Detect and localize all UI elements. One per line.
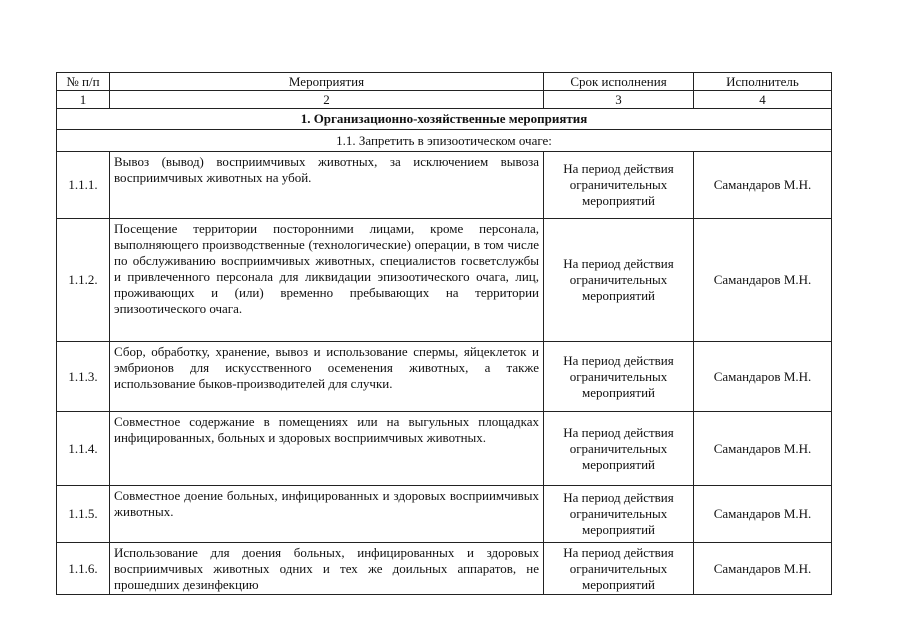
index-cell: 4 [694, 91, 832, 109]
row-activity: Совместное доение больных, инфицированных и здоровых восприимчивых животных. [110, 486, 544, 543]
row-activity: Совместное содержание в помещениях или на выгульных площадках инфицированных, больных и здоровых восприимчивых животных. [110, 412, 544, 486]
table-row [57, 543, 832, 595]
row-executor: Самандаров М.Н. [694, 152, 832, 219]
table-row [57, 486, 832, 543]
row-activity: Сбор, обработку, хранение, вывоз и использование спермы, яйцеклеток и эмбрионов для искусственного осеменения животных, а также использование быков-производителей для случки. [110, 342, 544, 412]
row-executor: Самандаров М.Н. [694, 543, 832, 595]
table-header-row [57, 73, 832, 91]
header-executor: Исполнитель [694, 73, 832, 91]
row-activity: Вывоз (вывод) восприимчивых животных, за исключением вывоза восприимчивых животных на убой. [110, 152, 544, 219]
table-row [57, 342, 832, 412]
row-number: 1.1.6. [57, 543, 110, 595]
section-row [57, 109, 832, 130]
header-term: Срок исполнения [544, 73, 694, 91]
row-term: На период действия ограничительных мероприятий [544, 543, 694, 595]
row-executor: Самандаров М.Н. [694, 486, 832, 543]
subsection-title: 1.1. Запретить в эпизоотическом очаге: [57, 130, 832, 152]
table-row [57, 152, 832, 219]
row-executor: Самандаров М.Н. [694, 412, 832, 486]
table-row [57, 412, 832, 486]
row-number: 1.1.3. [57, 342, 110, 412]
index-cell: 2 [110, 91, 544, 109]
row-number: 1.1.2. [57, 219, 110, 342]
row-term: На период действия ограничительных мероприятий [544, 486, 694, 543]
row-executor: Самандаров М.Н. [694, 219, 832, 342]
row-executor: Самандаров М.Н. [694, 342, 832, 412]
row-term: На период действия ограничительных мероприятий [544, 342, 694, 412]
header-num: № п/п [57, 73, 110, 91]
index-cell: 3 [544, 91, 694, 109]
row-number: 1.1.5. [57, 486, 110, 543]
row-number: 1.1.4. [57, 412, 110, 486]
index-cell: 1 [57, 91, 110, 109]
subsection-row [57, 130, 832, 152]
row-number: 1.1.1. [57, 152, 110, 219]
header-activity: Мероприятия [110, 73, 544, 91]
column-index-row [57, 91, 832, 109]
row-activity: Использование для доения больных, инфицированных и здоровых восприимчивых животных одних и тех же доильных аппаратов, не прошедших дезинфекцию [110, 543, 544, 595]
row-activity: Посещение территории посторонними лицами, кроме персонала, выполняющего производственные (технологические) операции, в том числе по обслуживанию восприимчивых животных, специалистов госветслужбы и привлеченного персонала для ликвидации эпизоотического очага, лиц, проживающих и (или) временно пребывающих на территории эпизоотического очага. [110, 219, 544, 342]
row-term: На период действия ограничительных мероприятий [544, 412, 694, 486]
section-title: 1. Организационно-хозяйственные мероприятия [57, 109, 832, 130]
measures-table [56, 72, 832, 595]
row-term: На период действия ограничительных мероприятий [544, 152, 694, 219]
row-term: На период действия ограничительных мероприятий [544, 219, 694, 342]
table-row [57, 219, 832, 342]
